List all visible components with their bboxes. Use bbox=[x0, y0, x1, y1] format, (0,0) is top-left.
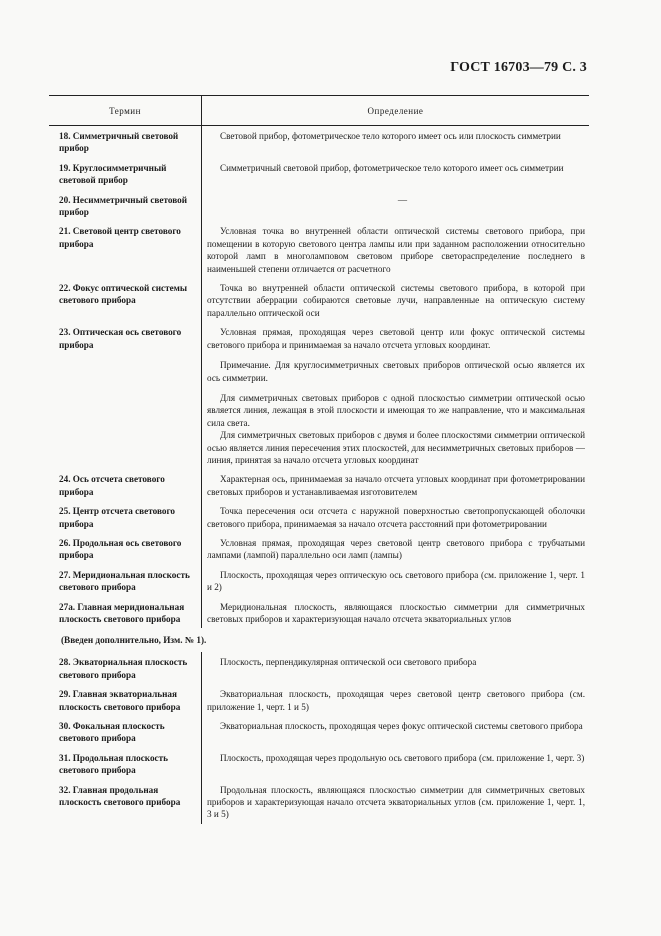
table-row bbox=[49, 716, 589, 748]
definition-cell bbox=[201, 278, 589, 322]
definition-cell bbox=[201, 322, 589, 469]
term-number: 30. bbox=[59, 721, 71, 732]
term-number: 18. bbox=[59, 131, 71, 141]
definition-note: Примечание. Для круглосимметричных световых приборов оптической осью является их ось симметрии. bbox=[207, 360, 585, 383]
term-number: 29. bbox=[59, 689, 71, 700]
table-row bbox=[49, 748, 589, 780]
definition-text: Точка пересечения оси отсчета с наружной поверхностью светопропускающей оболочки светового прибора, принимаемая за начало отсчета расстояний при фотометрировании bbox=[207, 506, 585, 529]
term-number: 26. bbox=[59, 537, 71, 548]
term-number: 20. bbox=[59, 194, 71, 205]
term-number: 27. bbox=[59, 569, 71, 580]
term-text: Световой центр светового прибора bbox=[59, 226, 181, 249]
term-cell bbox=[49, 501, 201, 533]
term-text: Несимметричный световой прибор bbox=[59, 194, 188, 218]
table-row bbox=[49, 158, 589, 190]
definition-text: Условная точка во внутренней области оптической системы светового прибора, при помещении в которую светового центра лампы или при заданном расположении относительно которой ламп в многоламповом световом приборе светораспределение последнего в наименьшей степени отличается от расчетного bbox=[207, 226, 585, 274]
term-number: 19. bbox=[59, 162, 71, 173]
definition-cell bbox=[201, 158, 589, 190]
definition-text: Продольная плоскость, являющаяся плоскостью симметрии для симметричных световых приборов и характеризующая начало отсчета экваториальных углов (см. приложение 1, черт. 1, 3 и 5) bbox=[207, 784, 585, 820]
term-number: 21. bbox=[59, 226, 71, 237]
term-text: Меридиональная плоскость светового прибора bbox=[59, 569, 190, 593]
definition-cell bbox=[201, 716, 589, 748]
table-body-part-1 bbox=[49, 126, 589, 628]
term-cell bbox=[49, 565, 201, 597]
definition-cell bbox=[201, 469, 589, 501]
term-text: Ось отсчета светового прибора bbox=[59, 474, 165, 497]
term-number: 25. bbox=[59, 506, 71, 517]
term-text: Круглосимметричный световой прибор bbox=[59, 162, 167, 186]
table-row bbox=[49, 652, 589, 684]
table-row bbox=[49, 278, 589, 322]
definition-cell bbox=[201, 652, 589, 684]
term-number: 32. bbox=[59, 784, 71, 795]
table-row bbox=[49, 190, 589, 222]
definition-cell bbox=[201, 748, 589, 780]
definition-text: Условная прямая, проходящая через световой центр светового прибора с трубчатыми лампами (лампой) параллельно оси ламп (лампы) bbox=[207, 537, 585, 561]
definition-cell bbox=[201, 684, 589, 716]
definition-column-header: Определение bbox=[201, 96, 589, 125]
terms-table bbox=[49, 95, 589, 824]
term-cell bbox=[49, 469, 201, 501]
term-cell bbox=[49, 221, 201, 278]
term-number: 24. bbox=[59, 474, 71, 485]
table-row bbox=[49, 780, 589, 824]
term-text: Главная экваториальная плоскость светового прибора bbox=[59, 689, 181, 712]
definition-text: Экваториальная плоскость, проходящая через фокус оптической системы светового прибора bbox=[220, 721, 583, 732]
term-cell bbox=[49, 597, 201, 629]
table-body-part-2 bbox=[49, 652, 589, 823]
definition-cell bbox=[201, 533, 589, 565]
term-text: Центр отсчета светового прибора bbox=[59, 506, 176, 529]
definition-text: Для симметричных световых приборов с одной плоскостью симметрии оптической осью является линия, лежащая в этой плоскости и имеющая то же направление, что и максимальная сила света. bbox=[207, 392, 585, 428]
term-cell bbox=[49, 190, 201, 222]
term-cell bbox=[49, 716, 201, 748]
definition-text: Условная прямая, проходящая через световой центр или фокус оптической системы светового прибора и принимаемая за начало отсчета угловых координат. bbox=[207, 327, 585, 350]
definition-text: Меридиональная плоскость, являющаяся плоскостью симметрии для симметричных световых приборов и характеризующая начало отсчета экваториальных углов bbox=[207, 601, 585, 624]
definition-text: Плоскость, проходящая через продольную ось светового прибора (см. приложение 1, черт. 3) bbox=[220, 752, 585, 763]
term-number: 27а. bbox=[59, 601, 76, 612]
term-cell bbox=[49, 126, 201, 158]
definition-cell bbox=[201, 780, 589, 824]
term-text: Продольная ось светового прибора bbox=[59, 537, 182, 561]
definition-cell bbox=[201, 126, 589, 158]
definition-cell bbox=[201, 501, 589, 533]
table-row bbox=[49, 597, 589, 629]
term-text: Фокальная плоскость светового прибора bbox=[59, 721, 165, 744]
term-number: 31. bbox=[59, 752, 71, 763]
term-text: Главная меридиональная плоскость светового прибора bbox=[59, 601, 185, 624]
term-number: 28. bbox=[59, 657, 71, 668]
definition-cell bbox=[201, 221, 589, 278]
term-text: Фокус оптической системы светового прибора bbox=[59, 283, 188, 306]
term-cell bbox=[49, 780, 201, 824]
table-row bbox=[49, 684, 589, 716]
definition-text: — bbox=[397, 194, 408, 205]
table-row bbox=[49, 565, 589, 597]
document-header: ГОСТ 16703—79 С. 3 bbox=[450, 60, 587, 75]
definition-cell bbox=[201, 597, 589, 629]
amendment-note: (Введен дополнительно, Изм. № 1). bbox=[61, 635, 207, 646]
term-number: 22. bbox=[59, 283, 71, 294]
term-cell bbox=[49, 748, 201, 780]
term-text: Главная продольная плоскость светового прибора bbox=[59, 784, 181, 808]
table-row bbox=[49, 126, 589, 158]
definition-text: Характерная ось, принимаемая за начало отсчета угловых координат при фотометрировании световых приборов и устанавливаемая изготовителем bbox=[207, 474, 585, 497]
table-header bbox=[49, 96, 589, 126]
term-text: Оптическая ось светового прибора bbox=[59, 327, 182, 350]
definition-cell bbox=[201, 190, 589, 222]
definition-cell bbox=[201, 565, 589, 597]
term-cell bbox=[49, 533, 201, 565]
term-cell bbox=[49, 652, 201, 684]
term-column-header: Термин bbox=[109, 105, 141, 116]
table-row bbox=[49, 469, 589, 501]
table-row bbox=[49, 533, 589, 565]
term-cell bbox=[49, 684, 201, 716]
definition-text: Для симметричных световых приборов с двумя и более плоскостями симметрии оптической осью является линия пересечения этих плоскостей, для несимметричных световых приборов — линия, принятая за начало отсчета угловых координат bbox=[207, 430, 585, 465]
term-cell bbox=[49, 158, 201, 190]
term-text: Симметричный световой прибор bbox=[59, 131, 179, 154]
table-row bbox=[49, 322, 589, 469]
definition-text: Плоскость, проходящая через оптическую ось светового прибора (см. приложение 1, черт. 1 и 2) bbox=[207, 569, 585, 593]
definition-text: Экваториальная плоскость, проходящая через световой центр светового прибора (см. приложение 1, черт. 1 и 5) bbox=[207, 689, 585, 712]
definition-text: Точка во внутренней области оптической системы светового прибора, в которой при отсутствии аберрации собираются световые лучи, направленные на оптическую систему параллельно оптической оси bbox=[207, 283, 585, 318]
definition-text: Плоскость, перпендикулярная оптической оси светового прибора bbox=[220, 657, 477, 668]
term-number: 23. bbox=[59, 327, 71, 338]
term-cell bbox=[49, 322, 201, 469]
table-row bbox=[49, 501, 589, 533]
term-cell bbox=[49, 278, 201, 322]
term-text: Продольная плоскость светового прибора bbox=[59, 752, 168, 776]
term-text: Экваториальная плоскость светового прибора bbox=[59, 657, 188, 680]
table-row bbox=[49, 221, 589, 278]
definition-text: Световой прибор, фотометрическое тело которого имеет ось или плоскость симметрии bbox=[220, 131, 561, 141]
definition-text: Симметричный световой прибор, фотометрическое тело которого имеет ось симметрии bbox=[220, 162, 564, 173]
